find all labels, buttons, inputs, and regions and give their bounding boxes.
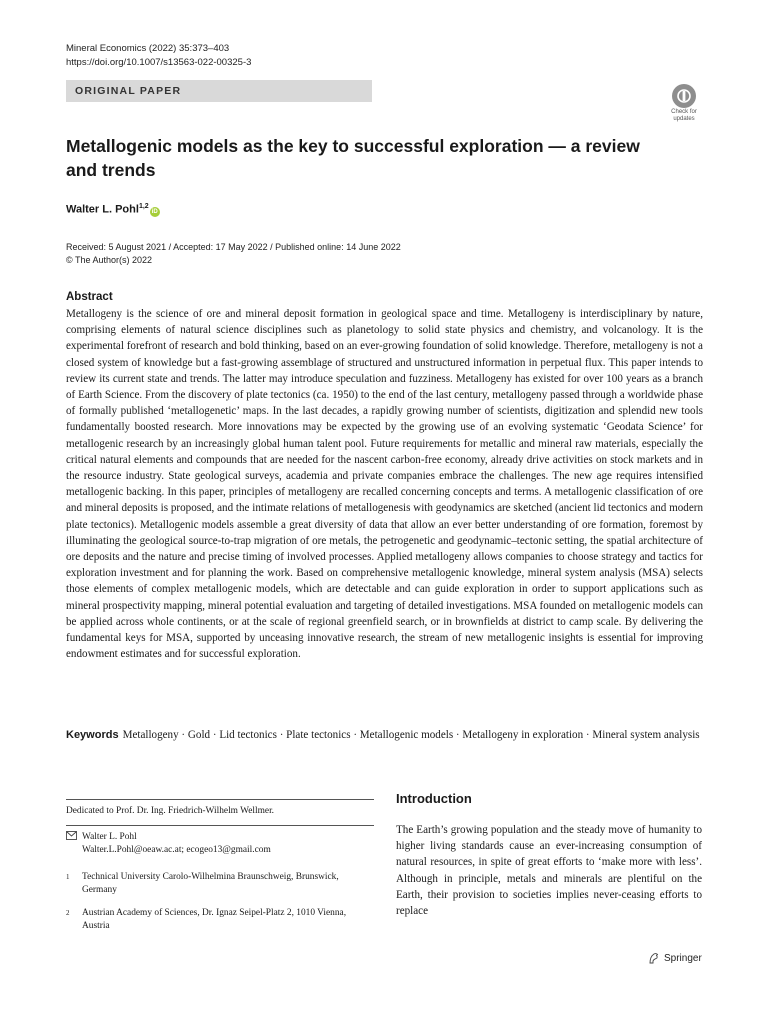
footnote-divider: [66, 825, 374, 826]
contact-email[interactable]: Walter.L.Pohl@oeaw.ac.at; ecogeo13@gmail.com: [82, 845, 271, 855]
author-line: [66, 203, 160, 217]
publisher-name: Springer: [664, 952, 702, 964]
dedication-note: Dedicated to Prof. Dr. Ing. Friedrich-Wilhelm Wellmer.: [66, 806, 275, 816]
copyright-notice: © The Author(s) 2022: [66, 255, 153, 265]
keywords-list: Metallogeny · Gold · Lid tectonics · Plate tectonics · Metallogenic models · Metallogeny in exploration · Mineral system analysis: [122, 729, 700, 741]
affiliation-text: Austrian Academy of Sciences, Dr. Ignaz Seipel-Platz 2, 1010 Vienna, Austria: [82, 908, 347, 931]
check-updates-icon: [672, 84, 696, 108]
footnotes: [66, 799, 374, 933]
introduction-text: The Earth’s growing population and the steady move of humanity to higher living standards cause an ever-increasing consumption of natural resources, in spite of great efforts to ‘make more with less’. Although in principle, metals and minerals are plentiful on the Earth, their provision to societies implies never-ceasing efforts to replace: [396, 824, 702, 918]
abstract-text: Metallogeny is the science of ore and mineral deposit formation in geological space and time. Metallogeny is interdisciplinary by nature, comprising elements of natural science disciplines such as planetology to solid state physics and chemistry, and volcanology. It is the experimental forefront of research and bold thinking, based on an ever-growing foundation of solid knowledge. Therefore, metallogeny is not a closed system of knowledge but a fast-growing assemblage of structured and unstructured information in perpetual flux. This paper intends to review its current state and trends. The latter may introduce speculation and fuzziness. Metallogeny has existed for over 100 years as a branch of Earth Science. From the discovery of plate tectonics (ca. 1950) to the end of the last century, metallogeny passed through a worldwide phase of formally published ‘metallogenetic’ maps. In the last decades, a rapidly growing number of scientists, digitization and splendid new tools fundamentally boosted research. More innovations may be expected by the growing use of an evolving systematic ‘Geodata Science’ for metallogenic research by an increasingly global human talent pool. Future requirements for metallic and mineral raw materials, especially the critical natural elements and compounds that are needed for the nascent carbon-free economy, already drive activities on stock markets and in the resource industry. State geological surveys, academia and private companies embrace the challenges. The new age requires intensified metallogenic backing. In this paper, principles of metallogeny are recalled concerning concepts and terms. A metallogenic classification of ore and mineral deposits is proposed, and the intimate relations of metallogenesis with geodynamics are sketched (ancient lid tectonics and modern plate tectonics). Metallogenic models assemble a great diversity of data that allow an ever better understanding of ore formation, foremost by illuminating the geological source-to-trap migration of ore metals, the petrogenetic and geodynamic–tectonic setting, the spatial architecture of ore deposits and the nature and precise timing of involved processes. Applied metallogeny allows companies to choose strategy and tactics for exploration investment and for planning the work. Based on comprehensive metallogenic knowledge, mineral system analysis (MSA) selects those elements of complex metallogenic models, which are detectable and can guide exploration in order to support applications such as mineral prospectivity mapping, mineral potential evaluation and targeting of detailed investigations. MSA founded on metallogenic models can be applied across whole continents, or at the scale of regional greenfield search, or in brownfields at district to camp scale. By delivering the fundamental keys for MSA, supported by unceasing innovative research, the stream of new metallogenic insights is essential for improving endowment estimates and for successful exploration.: [66, 308, 703, 661]
envelope-icon: [66, 831, 82, 857]
published-date: Published online: 14 June 2022: [275, 242, 401, 252]
affiliation-marker: 1: [66, 873, 70, 881]
affiliation-2: [66, 907, 374, 933]
publisher-logo[interactable]: [648, 952, 702, 964]
affiliation-marker: 2: [66, 909, 70, 917]
article-type-banner: ORIGINAL PAPER: [66, 80, 372, 102]
springer-horse-icon: [648, 952, 660, 964]
affiliation-1: [66, 871, 374, 897]
author-affiliation-marks: 1,2: [138, 203, 149, 210]
journal-info: [66, 42, 251, 70]
journal-citation: Mineral Economics (2022) 35:373–403: [66, 43, 230, 54]
publication-dates: [66, 241, 401, 267]
check-for-updates-badge[interactable]: [664, 84, 704, 124]
keywords-label: Keywords: [66, 729, 119, 741]
affiliation-text: Technical University Carolo-Wilhelmina Braunschweig, Brunswick, Germany: [82, 872, 339, 895]
check-updates-label: Check for updates: [671, 109, 697, 122]
introduction-section: [396, 790, 702, 919]
received-accepted-dates: Received: 5 August 2021 / Accepted: 17 May 2022 /: [66, 242, 276, 252]
orcid-icon[interactable]: iD: [151, 208, 158, 215]
abstract-heading: Abstract: [66, 291, 113, 303]
corresponding-author: [66, 831, 374, 857]
author-name[interactable]: Walter L. Pohl: [66, 203, 139, 216]
keywords-block: [66, 727, 703, 743]
introduction-heading: Introduction: [396, 791, 472, 806]
doi-link[interactable]: https://doi.org/10.1007/s13563-022-00325-3: [66, 57, 252, 68]
article-title: Metallogenic models as the key to successful exploration — a review and trends: [66, 136, 640, 180]
contact-name: Walter L. Pohl: [82, 832, 137, 842]
